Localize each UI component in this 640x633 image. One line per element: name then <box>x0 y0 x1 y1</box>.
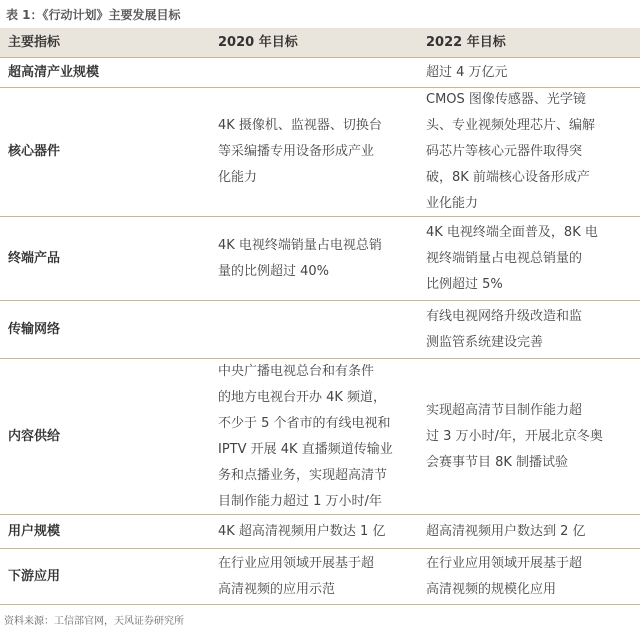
row-label: 超高清产业规模 <box>8 64 100 80</box>
table-header-row <box>0 28 640 58</box>
row-label: 内容供给 <box>8 428 61 444</box>
cell-2022: 超高清视频用户数达到 2 亿 <box>426 523 586 539</box>
row-label: 下游应用 <box>8 568 61 584</box>
table-row <box>0 515 640 549</box>
table-caption: 表 1：《行动计划》主要发展目标 <box>6 8 181 22</box>
table-row <box>0 58 640 88</box>
header-2020: 2020 年目标 <box>218 34 298 50</box>
cell-2020: 4K 电视终端销量占电视总销 量的比例超过 40% <box>218 237 382 279</box>
cell-2020 <box>210 301 420 358</box>
header-2022: 2022 年目标 <box>426 34 506 50</box>
header-indicator: 主要指标 <box>8 34 61 50</box>
row-label: 核心器件 <box>8 144 61 159</box>
source-note: 资料来源：工信部官网，天风证券研究所 <box>4 616 184 627</box>
cell-2020 <box>210 58 420 87</box>
cell-2020: 在行业应用领域开展基于超 高清视频的应用示范 <box>218 555 375 597</box>
cell-2022: 有线电视网络升级改造和监 测监管系统建设完善 <box>426 308 583 350</box>
cell-2020: 中央广播电视总台和有条件 的地方电视台开办 4K 频道， 不少于 5 个省市的有线电视和 IPTV 开展 4K 直播频道传输业 务和点播业务，实现超高清节 目制作能力超过 1 万小时/年 <box>218 363 393 509</box>
table-row <box>0 359 640 515</box>
cell-2020: 4K 摄像机、监视器、切换台 等采编播专用设备形成产业 化能力 <box>218 118 382 185</box>
cell-2022: 超过 4 万亿元 <box>426 64 508 80</box>
row-label: 用户规模 <box>8 523 61 539</box>
table-row <box>0 301 640 359</box>
table-row <box>0 217 640 301</box>
table-row <box>0 549 640 605</box>
cell-2022: CMOS 图像传感器、光学镜 头、专业视频处理芯片、编解 码芯片等核心元器件取得突 破，8K 前端核心设备形成产 业化能力 <box>426 92 596 211</box>
goals-table <box>0 28 640 605</box>
row-label: 传输网络 <box>8 321 61 337</box>
cell-2022: 4K 电视终端全面普及，8K 电 视终端销量占电视总销量的 比例超过 5% <box>426 224 598 292</box>
cell-2020: 4K 超高清视频用户数达 1 亿 <box>218 523 386 539</box>
table-row <box>0 88 640 217</box>
row-label: 终端产品 <box>8 250 61 266</box>
cell-2022: 实现超高清节目制作能力超 过 3 万小时/年，开展北京冬奥 会赛事节目 8K 制播试验 <box>426 402 603 470</box>
cell-2022: 在行业应用领域开展基于超 高清视频的规模化应用 <box>426 555 583 597</box>
